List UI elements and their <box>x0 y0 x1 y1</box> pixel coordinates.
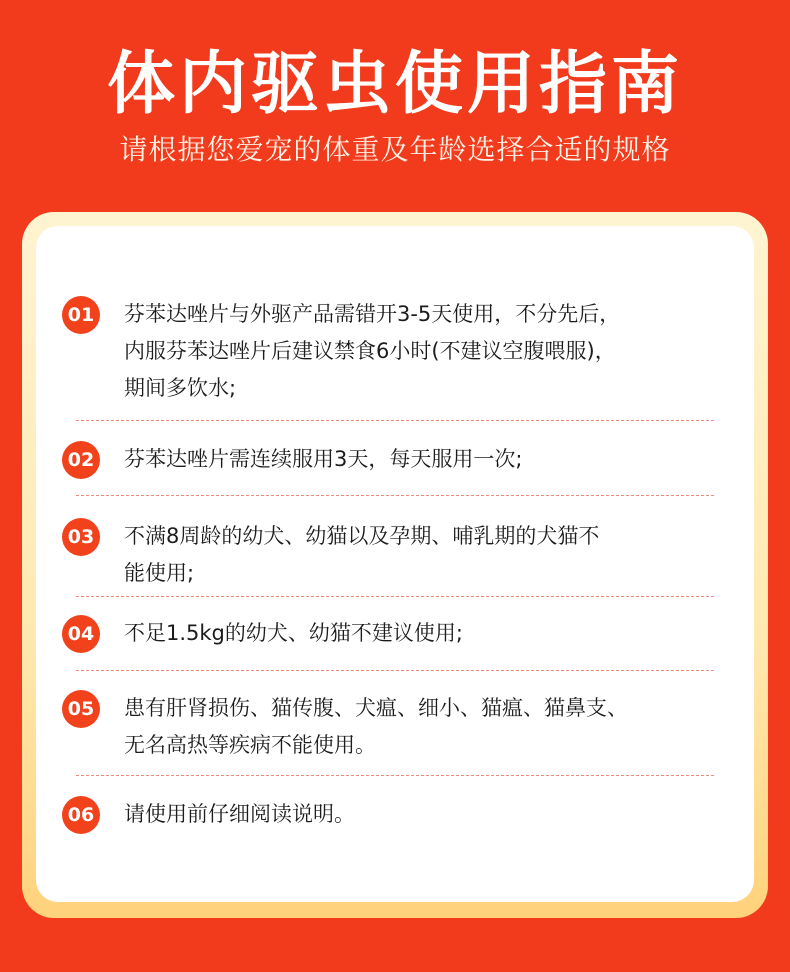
dashed-divider <box>76 420 714 421</box>
item-number-badge: 05 <box>62 690 100 728</box>
item-line: 内服芬苯达唑片后建议禁食6小时(不建议空腹喂服)， <box>124 339 616 363</box>
guide-item-04 <box>62 615 722 653</box>
item-line: 能使用; <box>124 561 195 585</box>
item-number-badge: 04 <box>62 615 100 653</box>
item-line: 无名高热等疾病不能使用。 <box>124 733 376 757</box>
guide-item-06 <box>62 796 722 834</box>
item-number-badge: 02 <box>62 441 100 479</box>
page-subtitle: 请根据您爱宠的体重及年龄选择合适的规格 <box>119 133 671 166</box>
guide-item-02 <box>62 441 722 479</box>
item-line: 患有肝肾损伤、猫传腹、犬瘟、细小、猫瘟、猫鼻支、 <box>124 696 628 720</box>
item-line: 不足1.5kg的幼犬、幼猫不建议使用; <box>124 621 463 645</box>
dashed-divider <box>76 495 714 496</box>
item-text <box>124 296 722 407</box>
item-number-badge: 06 <box>62 796 100 834</box>
item-text <box>124 796 722 833</box>
guide-item-01 <box>62 296 722 407</box>
guide-item-03 <box>62 518 722 592</box>
item-text <box>124 690 722 764</box>
item-text <box>124 441 722 478</box>
item-line: 芬苯达唑片与外驱产品需错开3-5天使用，不分先后， <box>124 302 621 326</box>
item-line: 芬苯达唑片需连续服用3天，每天服用一次; <box>124 447 523 471</box>
item-text <box>124 518 722 592</box>
item-text <box>124 615 722 652</box>
dashed-divider <box>76 596 714 597</box>
dashed-divider <box>76 775 714 776</box>
item-number-badge: 01 <box>62 296 100 334</box>
item-line: 期间多饮水; <box>124 376 237 400</box>
dashed-divider <box>76 670 714 671</box>
page-title: 体内驱虫使用指南 <box>106 45 683 124</box>
guide-item-05 <box>62 690 722 764</box>
item-line: 不满8周龄的幼犬、幼猫以及孕期、哺乳期的犬猫不 <box>124 524 600 548</box>
item-line: 请使用前仔细阅读说明。 <box>124 802 355 826</box>
item-number-badge: 03 <box>62 518 100 556</box>
